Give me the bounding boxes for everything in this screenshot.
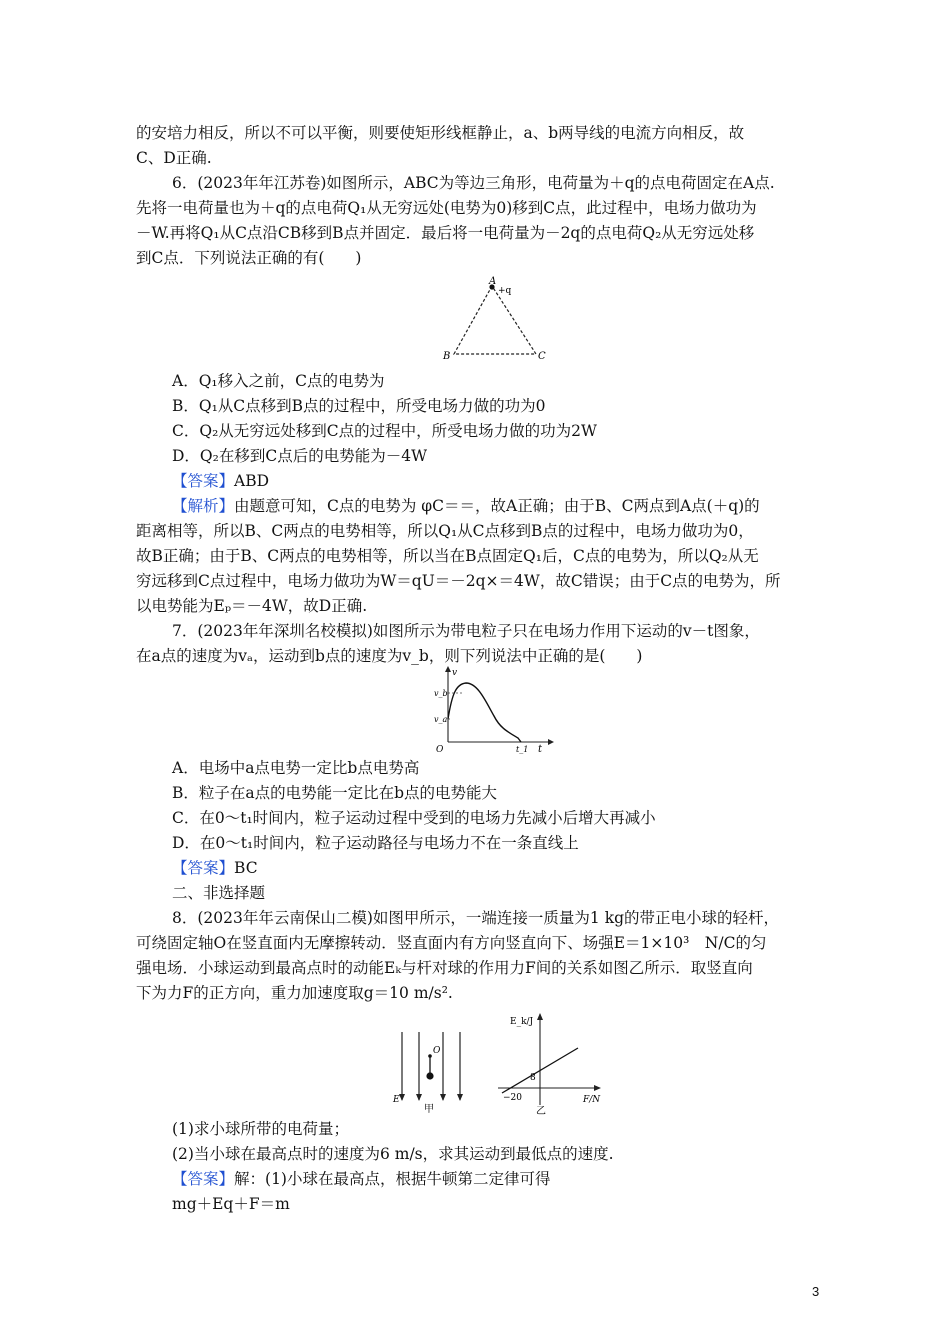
text-line — [172, 172, 775, 194]
line-text: C．Q₂从无穷远处移到C点的过程中，所受电场力做的功为2W — [172, 422, 597, 440]
vt-graph-figure — [408, 664, 558, 754]
line-text: 的安培力相反，所以不可以平衡，则要使矩形线框静止，a、b两导线的电流方向相反，故 — [136, 124, 745, 142]
caption-yi: 乙 — [536, 1106, 546, 1116]
text-line — [136, 982, 453, 1004]
text-line — [172, 445, 427, 467]
text-line — [172, 807, 656, 829]
text-line — [172, 495, 760, 517]
text-line — [172, 907, 779, 929]
line-text: (2)当小球在最高点时的速度为6 m/s，求其运动到最低点的速度. — [172, 1145, 614, 1163]
text-line — [136, 197, 757, 219]
ek-f-graph-figure — [488, 1010, 608, 1116]
text-line — [172, 420, 597, 442]
text-line — [172, 470, 269, 492]
text-line — [172, 1143, 614, 1165]
field-figure — [390, 1030, 480, 1114]
va-label: v_a — [434, 715, 448, 724]
line-text: 二、非选择题 — [172, 884, 266, 902]
text-line — [136, 122, 744, 144]
line-text: 穷远移到C点过程中，电场力做功为W＝qU＝－2q×＝4W，故C错误；由于C点的电势为，所 — [136, 572, 781, 590]
y-axis-label: E_k/J — [510, 1017, 534, 1027]
line-text: D．Q₂在移到C点后的电势能为－4W — [172, 447, 428, 465]
t1-label: t_1 — [516, 745, 529, 754]
ball — [426, 1072, 433, 1079]
text-line — [136, 545, 759, 567]
line-text: 下为力F的正方向，重力加速度取g＝10 m/s². — [136, 984, 453, 1002]
line-text: C．在0～t₁时间内，粒子运动过程中受到的电场力先减小后增大再减小 — [172, 809, 656, 827]
answer-tag: 【答案】 — [172, 1170, 235, 1188]
line-text: D．在0～t₁时间内，粒子运动路径与电场力不在一条直线上 — [172, 834, 579, 852]
pivot-point — [428, 1054, 432, 1058]
line-text: －W.再将Q₁从C点沿CB移到B点并固定．最后将一电荷量为－2q的点电荷Q₂从无穷远处移 — [136, 224, 755, 242]
page-number: 3 — [812, 1284, 820, 1299]
text-line — [172, 620, 760, 642]
line-text: 故B正确；由于B、C两点的电势相等，所以当在B点固定Q₁后，C点的电势为，所以Q₂从无 — [136, 547, 759, 565]
text-line — [172, 395, 545, 417]
triangle-figure — [440, 276, 550, 364]
line-text: 以电势能为Eₚ＝－4W，故D正确. — [136, 597, 368, 615]
line-text: B．粒子在a点的电势能一定比在b点的电势能大 — [172, 784, 498, 802]
line-text: 可绕固定轴O在竖直面内无摩擦转动．竖直面内有方向竖直向下、场强E＝1×10³ N/C的匀 — [136, 934, 767, 952]
line-text: C、D正确. — [136, 149, 212, 167]
line-text: BC — [234, 859, 258, 877]
intercept-x-label: −20 — [503, 1093, 522, 1103]
t-axis-label: t — [538, 744, 543, 754]
text-line — [136, 570, 781, 592]
line-text: 6．(2023年年江苏卷)如图所示，ABC为等边三角形，电荷量为＋q的点电荷固定在A点. — [172, 174, 775, 192]
x-axis-label: F/N — [583, 1095, 601, 1105]
text-line — [136, 932, 766, 954]
text-line — [172, 370, 384, 392]
text-line — [136, 957, 753, 979]
text-line — [172, 832, 579, 854]
label-o: O — [433, 1046, 441, 1056]
text-line — [172, 1193, 290, 1215]
line-text: (1)求小球所带的电荷量； — [172, 1120, 349, 1138]
line-text: 先将一电荷量也为＋q的点电荷Q₁从无穷远处(电势为0)移到C点，此过程中，电场力做功为 — [136, 199, 757, 217]
label-c: C — [538, 351, 546, 362]
line-text: ABD — [234, 472, 270, 490]
text-line — [172, 857, 258, 879]
line-text: A．Q₁移入之前，C点的电势为 — [172, 372, 385, 390]
line-text: 在a点的速度为vₐ，运动到b点的速度为v_b，则下列说法中正确的是( ) — [136, 647, 643, 665]
intercept-y-label: 8 — [530, 1073, 536, 1083]
text-line — [172, 1118, 349, 1140]
line-text: 由题意可知，C点的电势为 φC＝＝，故A正确；由于B、C两点到A点(＋q)的 — [234, 497, 760, 515]
text-line — [136, 147, 212, 169]
line-text: 到C点．下列说法正确的有( ) — [136, 249, 362, 267]
line-text: 强电场．小球运动到最高点时的动能Eₖ与杆对球的作用力F间的关系如图乙所示．取竖直向 — [136, 959, 753, 977]
text-line — [136, 222, 754, 244]
text-line — [172, 1168, 550, 1190]
origin-label: O — [436, 745, 444, 754]
text-line — [136, 645, 642, 667]
text-line — [172, 757, 419, 779]
line-text: 7．(2023年年深圳名校模拟)如图所示为带电粒子只在电场力作用下运动的v－t图象， — [172, 622, 760, 640]
line-text: 8．(2023年年云南保山二模)如图甲所示，一端连接一质量为1 kg的带正电小球的轻杆， — [172, 909, 780, 927]
line-text: mg＋Eq＋F＝m — [172, 1195, 290, 1213]
line-text: A．电场中a点电势一定比b点电势高 — [172, 759, 420, 777]
answer-tag: 【答案】 — [172, 859, 235, 877]
line-text: 距离相等，所以B、C两点的电势相等，所以Q₁从C点移到B点的过程中，电场力做功为0， — [136, 522, 754, 540]
text-line — [136, 247, 361, 269]
caption-jia: 甲 — [424, 1104, 434, 1114]
v-axis-label: v — [452, 668, 458, 678]
text-line — [136, 595, 367, 617]
answer-tag: 【答案】 — [172, 472, 235, 490]
vb-label: v_b — [434, 689, 448, 698]
line-text: B．Q₁从C点移到B点的过程中，所受电场力做的功为0 — [172, 397, 546, 415]
label-b: B — [443, 351, 451, 362]
line-text: 解：(1)小球在最高点，根据牛顿第二定律可得 — [234, 1170, 551, 1188]
text-line — [172, 782, 497, 804]
label-e: E — [393, 1095, 400, 1105]
text-line — [136, 520, 754, 542]
label-a: A — [489, 276, 497, 287]
text-line — [172, 882, 265, 904]
answer-tag: 【解析】 — [172, 497, 235, 515]
label-charge: +q — [498, 286, 512, 296]
